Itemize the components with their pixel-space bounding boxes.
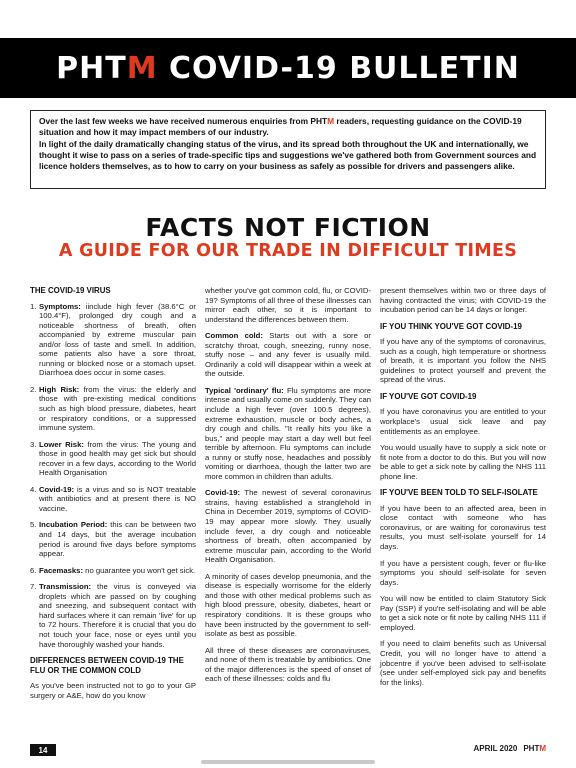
paragraph: Common cold: Starts out with a sore or scratchy throat, cough, sneezing, runny nose, stuffy nose – and any fever is usually mild. Ordinarily a cold will disappear within a week at the outside. (205, 331, 371, 379)
page-number: 14 (30, 744, 56, 756)
intro-paragraph-1: Over the last few weeks we have received numerous enquiries from PHTM readers, requesting guidance on the COVID-19 situation and how it may impact members of our industry. (39, 116, 522, 138)
list-item: 5. Incubation Period: this can be between two and 14 days, but the average incubation period is around five days before symptoms appear. (30, 520, 196, 559)
paragraph: All three of these diseases are coronaviruses, and none of them is treatable by antibiotics. One of the major differences is the speed of onset of each of these illnesses: colds and flu (205, 645, 371, 684)
virus-facts-list (30, 302, 196, 650)
list-item: 1. Symptoms: iinclude high fever (38.6°C or 100.4°F), prolonged dry cough and a noticeable shortness of breath, often accompanied by extreme muscular pain and/or loss of taste and smell. In addition, some patients also have a sore throat, running or blocked nose or a stomach upset. Diarrhoea does occur in some cases. (30, 301, 196, 378)
paragraph: Covid-19: The newest of several coronavirus strains, having established a stranglehold in China in December 2019, symptoms of COVID-19 may appear more slowly. They usually include fever, a dry cough and noticeable shortness of breath, often accompanied by extreme muscular pain, according to the World Health Organisation. (205, 488, 371, 565)
section-heading-virus: THE COVID-19 VIRUS (30, 286, 111, 295)
intro-box (30, 110, 546, 189)
paragraph: A minority of cases develop pneumonia, and the disease is especially worrisome for the elderly and those with other medical problems such as high blood pressure, obesity, diabetes, heart or respiratory conditions. It is these groups who have been instructed by the government to self-isolate as best as possible. (205, 571, 371, 639)
paragraph: As you've been instructed not to go to your GP surgery or A&E, how do you know (30, 681, 196, 700)
paragraph: You would usually have to supply a sick note or fit note from a doctor to do this. But you will now be able to get a sick note by calling the NHS 111 phone line. (380, 443, 546, 481)
paragraph: If you need to claim benefits such as Universal Credit, you will no longer have to attend a jobcentre if you've been advised to self-isolate (see under self-employed sick pay and benefits for the links). (380, 639, 546, 687)
column-2 (205, 286, 371, 691)
paragraph: You will now be entitled to claim Statutory Sick Pay (SSP) if you're self-isolating and will be able to get a sick note or fit note by calling NHS 111 if employed. (380, 594, 546, 632)
section-heading-differences: DIFFERENCES BETWEEN COVID-19 THE FLU OR THE COMMON COLD (30, 656, 184, 675)
paragraph: present themselves within two or three days of having contracted the virus; with COVID-19 the incubation period can be 14 days or longer. (380, 286, 546, 315)
section-heading-self-isolate: IF YOU'VE BEEN TOLD TO SELF-ISOLATE (380, 488, 538, 498)
section-heading-think-got: IF YOU THINK YOU'VE GOT COVID-19 (380, 321, 522, 331)
home-indicator[interactable] (201, 760, 375, 764)
footer-issue (473, 744, 546, 753)
paragraph: whether you've got common cold, flu, or COVID-19? Symptoms of all three of these illnesses can mirror each other, so it is important to understand the differences between them. (205, 286, 371, 324)
paragraph: If you have any of the symptoms of coronavirus, such as a cough, high temperature or shortness of breath, it is important you follow the NHS guidelines to protect yourself and prevent the spread of the virus. (380, 337, 546, 385)
list-item: 2. High Risk: from the virus: the elderly and those with pre-existing medical conditions such as high blood pressure, diabetes, heart or respiratory conditions, or a suppressed immune system. (30, 384, 197, 433)
footer-logo: PHTM (523, 744, 546, 753)
headline: FACTS NOT FICTION (145, 213, 431, 242)
paragraph: If you have a persistent cough, fever or flu-like symptoms you should self-isolate for seven days. (380, 558, 546, 587)
column-1 (30, 286, 196, 707)
bulletin-header-bar (0, 38, 576, 98)
bulletin-title: PHTM COVID-19 BULLETIN (56, 50, 520, 86)
column-3 (380, 286, 546, 694)
paragraph: If you have been to an affected area, been in close contact with someone who has coronavirus, or are waiting for coronavirus test results, you must self-isolate yourself for 14 days. (380, 503, 546, 552)
paragraph: If you have coronavirus you are entitled to your workplace's usual sick leave and pay entitlements as an employee. (380, 407, 546, 436)
list-item: 3. Lower Risk: from the virus: The young and those in good health may get sick but should recover in a few days, according to the World Health Organisation (30, 439, 196, 478)
list-item: 6. Facemasks: no guarantee you won't get sick. (30, 565, 196, 575)
issue-date: APRIL 2020 (473, 744, 518, 753)
list-item: 7. Transmission: the virus is conveyed via droplets which are passed on by coughing and sneezing, and subsequent contact with hard surfaces where it can remain 'live' for up to 72 hours. Therefore it is crucial that you do not touch your face, nose or eyes until you have thoroughly washed your hands. (30, 582, 196, 649)
section-heading-got: IF YOU'VE GOT COVID-19 (380, 391, 477, 401)
list-item: 4. Covid-19: is a virus and so is NOT treatable with antibiotics and at present there is NO vaccine. (30, 484, 196, 513)
paragraph: Typical 'ordinary' flu: Flu symptoms are more intense and usually come on suddenly. They can include a high fever (over 100.5 degrees), extreme exhaustion, muscle or body aches, a dry cough and chills. "It really hits you like a bus," and people may start a day well but feel terrible by afternoon. Flu symptoms can include a runny or stuffy nose, headaches and possibly vomiting or diarrhoea, though the latter two are more common in children than adults. (205, 385, 371, 481)
intro-paragraph-2: In light of the daily dramatically changing status of the virus, and its spread both throughout the UK and internationally, we thought it wise to pass on a series of trade-specific tips and suggestions we've gathered both from Government sources and licence holders themselves, as to how to carry on your business as safely as possible for drivers and passengers alike. (39, 138, 537, 172)
subheadline: A GUIDE FOR OUR TRADE IN DIFFICULT TIMES (58, 241, 518, 261)
